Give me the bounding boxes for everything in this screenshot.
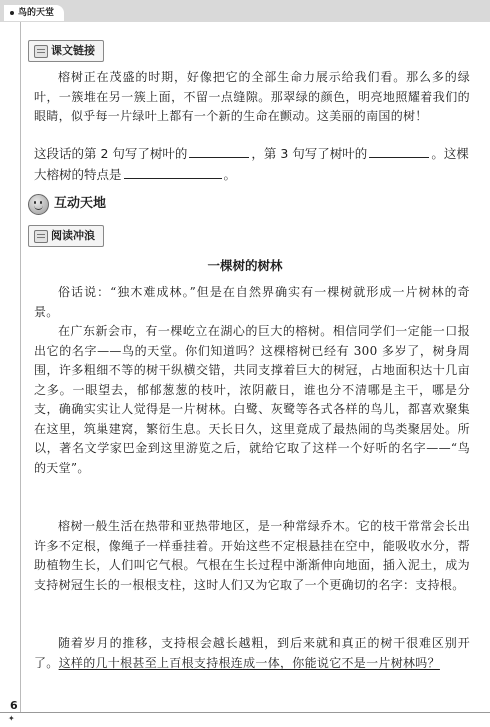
reading-paragraph: 俗话说：“独木难成林。”但是在自然界确实有一棵树就形成一片树林的奇景。 [34, 285, 470, 319]
reading-title: 一棵树的树林 [207, 258, 283, 273]
underlined-sentence: 这样的几十根甚至上百根支持根连成一体，你能说它不是一片树林吗？ [58, 655, 440, 670]
footer-rule [0, 712, 490, 713]
reading-paragraph: 榕树一般生活在热带和亚热带地区，是一种常绿乔木。它的枝干常常会长出许多不定根，像绳子一样垂挂着。开始这些不定根悬挂在空中，能吸收水分，帮助植物生长，人们叫它气根。气根在生长过程中渐渐伸向地面，插入泥土，成为支持树冠生长的一根根支柱，这时人们又为它取了一个更确切的名字：支持根。 [34, 519, 470, 592]
scroll-icon [34, 230, 48, 243]
bullet-dot-icon [10, 11, 14, 15]
section-tag-link [28, 40, 104, 62]
section-tag-label: 课文链接 [51, 44, 95, 57]
reading-paragraph: 在广东新会市，有一棵屹立在湖心的巨大的榕树。相信同学们一定能一口报出它的名字——鸟的天堂。你们知道吗？这棵榕树已经有 300 多岁了，树身周围，许多粗细不等的树干纵横交错，共同支撑着巨大的树冠，占地面积达十几亩之多。一眼望去，郁郁葱葱的枝叶，浓阴蔽日，谁也分不清哪是主干，哪是分支，确确实实让人觉得是一片树林。白鹭、灰鹭等各式各样的鸟儿，都喜欢聚集在这里，筑巢建窝，繁衍生息。天长日久，这里竟成了最热闹的鸟类聚居处。所以，著名文学家巴金到这里游览之后，就给它取了这样一个好听的名字——“鸟的天堂”。 [34, 324, 470, 475]
question-text: 。 [223, 167, 237, 182]
answer-blank[interactable] [369, 146, 429, 158]
fill-in-question [34, 143, 474, 185]
mouth [34, 204, 43, 210]
answer-blank[interactable] [124, 167, 222, 179]
interaction-label: 互动天地 [54, 196, 107, 211]
reading-sentence: 随着岁月的推移，支持根会越长越粗，到后来就和真正的树干很难区别开了。 [34, 636, 470, 670]
section-tag-reading [28, 225, 104, 247]
question-text: 。这棵大榕树的特点是 [34, 146, 469, 182]
smiley-face-icon [28, 194, 49, 215]
header-band [0, 0, 490, 22]
passage-paragraph: 榕树正在茂盛的时期，好像把它的全部生命力展示给我们看。那么多的绿叶，一簇堆在另一簇上面，不留一点缝隙。那翠绿的颜色，明亮地照耀着我们的眼睛，似乎每一片绿叶上都有一个新的生命在颤动。这美丽的南国的树！ [34, 70, 470, 123]
bird-decoration-icon: ✦ [8, 714, 15, 723]
answer-blank[interactable] [189, 146, 249, 158]
scroll-icon [34, 45, 48, 58]
reading-paragraph [34, 634, 470, 673]
header-title: 鸟的天堂 [18, 8, 55, 18]
left-margin-rule [20, 22, 21, 712]
question-text: ，第 3 句写了树叶的 [251, 146, 368, 161]
section-tag-label: 阅读冲浪 [51, 229, 95, 242]
question-text: 这段话的第 2 句写了树叶的 [34, 146, 188, 161]
header-tab [4, 5, 64, 21]
page-number: 6 [10, 699, 18, 712]
